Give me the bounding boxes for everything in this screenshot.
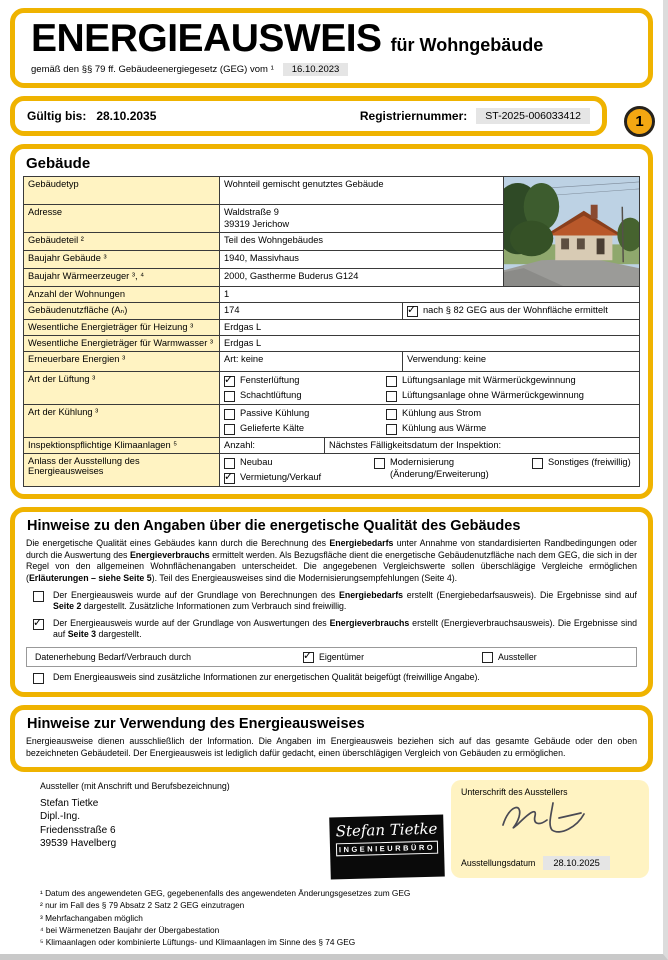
lueftungsanlage-mit-wrg-label: Lüftungsanlage mit Wärmerückgewinnung	[402, 375, 576, 386]
bedarfsausweis-text: Der Energieausweis wurde auf der Grundlage von Berechnungen des Energiebedarfs erstellt (Energiebedarfsausweis). Die Ergebnisse sind auf Seite 2 dargestellt. Zusätzliche Informationen zum Verbrauch sind freiwillig.	[53, 589, 637, 612]
kuehlung-aus-waerme-checkbox[interactable]	[386, 424, 397, 435]
anlass-options	[224, 456, 635, 484]
row-klimaanlagen	[24, 438, 640, 454]
klimaanlagen-label: Inspektionspflichtige Klimaanlagen ⁵	[24, 438, 220, 454]
footnote-1: ¹ Datum des angewendeten GEG, gegebenenfalls des angewendeten Änderungsgesetzes zum GEG	[40, 888, 411, 899]
hinweise-qualitaet-section	[10, 507, 653, 697]
anlass-options-cell	[220, 454, 640, 487]
hinweise-qualitaet-intro: Die energetische Qualität eines Gebäudes kann durch die Berechnung des Energiebedarfs unter Annahme von standardisierten Randbedingungen oder durch die Auswertung des Energieverbrauchs ermittelt werden. Als Bezugsfläche dient die energetische Gebäudenutzfläche nach dem GEG, die sich in der Regel von den allgemeinen Wohnflächenangaben unterscheidet. Die angegebenen Vergleichswerte sollen überschlägige Vergleiche ermöglichen (Erläuterungen – siehe Seite 5). Teil des Energieausweises sind die Modernisierungsempfehlungen (Seite 4).	[26, 538, 637, 583]
heizung-value: Erdgas L	[220, 320, 640, 336]
passive-kuehlung-checkbox[interactable]	[224, 409, 235, 420]
klimaanlagen-faelligkeit-label: Nächstes Fälligkeitsdatum der Inspektion:	[325, 438, 640, 454]
modernisierung-sublabel: (Änderung/Erweiterung)	[390, 468, 489, 479]
sonstiges-option[interactable]	[532, 457, 635, 469]
law-reference-text: gemäß den §§ 79 ff. Gebäudeenergiegesetz (GEG) vom ¹	[31, 63, 274, 75]
row-anzahl-wohnungen	[24, 287, 640, 303]
verbrauchsausweis-item	[26, 618, 637, 641]
lueftung-label: Art der Lüftung ³	[24, 372, 220, 405]
datenerhebung-row	[26, 647, 637, 667]
erneuerbare-art: Art: keine	[220, 352, 403, 372]
gebaeude-section	[10, 144, 653, 499]
lueftungsanlage-ohne-wrg-checkbox[interactable]	[386, 391, 397, 402]
hinweise-verwendung-text: Energieausweise dienen ausschließlich der Information. Die Angaben im Energieausweis beziehen sich auf das gesamte Gebäude oder den oben bezeichneten Gebäudeteil. Der Energieausweis ist lediglich dafür gedacht, einen überschlägigen Vergleich von Gebäuden zu ermöglichen.	[26, 736, 637, 758]
footnote-5: ⁵ Klimaanlagen oder kombinierte Lüftungs- und Klimaanlagen im Sinne des § 74 GEG	[40, 937, 356, 948]
signature-image	[491, 797, 609, 837]
page-number-badge: 1	[624, 106, 655, 137]
document-subtitle: für Wohngebäude	[390, 35, 544, 55]
modernisierung-label: Modernisierung	[390, 457, 455, 468]
aussteller-label: Aussteller (mit Anschrift und Berufsbezeichnung)	[40, 781, 230, 792]
registry-label: Registriernummer:	[359, 108, 468, 123]
zusatzinfo-item	[26, 672, 637, 684]
vermietung-verkauf-checkbox[interactable]	[224, 473, 235, 484]
signature-label: Unterschrift des Ausstellers	[461, 787, 568, 798]
valid-until-label: Gültig bis:	[27, 108, 87, 123]
lueftungsanlage-mit-wrg-option[interactable]	[386, 375, 635, 387]
klimaanlagen-anzahl-label: Anzahl:	[220, 438, 325, 454]
vermietung-verkauf-label: Vermietung/Verkauf	[240, 472, 322, 483]
law-row	[31, 63, 632, 76]
neubau-option[interactable]	[224, 457, 374, 469]
kuehlung-label: Art der Kühlung ³	[24, 405, 220, 438]
adresse-line1: Waldstraße 9	[224, 206, 279, 217]
row-erneuerbare	[24, 352, 640, 372]
anlass-label: Anlass der Ausstellung des Energieausweises	[24, 454, 220, 487]
anzahl-wohnungen-value: 1	[220, 287, 640, 303]
neubau-label: Neubau	[240, 457, 273, 468]
aussteller-block	[40, 780, 330, 878]
fensterlueftung-label: Fensterlüftung	[240, 375, 300, 386]
fensterlueftung-option[interactable]	[224, 375, 386, 387]
header-section	[10, 8, 653, 88]
footer	[40, 780, 649, 878]
row-heizung	[24, 320, 640, 336]
hinweise-qualitaet-title: Hinweise zu den Angaben über die energetische Qualität des Gebäudes	[27, 518, 521, 535]
schachtlueftung-checkbox[interactable]	[224, 391, 235, 402]
datenerhebung-label: Datenerhebung Bedarf/Verbrauch durch	[35, 652, 192, 663]
kuehlung-options-cell	[220, 405, 640, 438]
row-kuehlung	[24, 405, 640, 438]
anlass-column-1	[224, 457, 374, 484]
issue-date-label: Ausstellungsdatum	[461, 858, 536, 869]
adresse-line2: 39319 Jerichow	[224, 218, 290, 229]
baujahr-gebaeude-label: Baujahr Gebäude ³	[24, 251, 220, 269]
gelieferte-kaelte-label: Gelieferte Kälte	[240, 423, 305, 434]
warmwasser-label: Wesentliche Energieträger für Warmwasser ³	[24, 336, 220, 352]
aussteller-ort: 39539 Havelberg	[40, 838, 117, 850]
gebaeude-table	[23, 176, 640, 487]
nutzflaeche-value: 174	[220, 303, 403, 320]
lueftung-options	[224, 374, 635, 402]
nutzflaeche-method-option[interactable]	[407, 305, 635, 317]
eigentuemer-checkbox[interactable]	[303, 652, 314, 663]
kuehlung-aus-waerme-label: Kühlung aus Wärme	[402, 423, 487, 434]
footnotes	[40, 887, 649, 948]
adresse-value	[220, 205, 504, 233]
sonstiges-label: Sonstiges (freiwillig)	[548, 457, 631, 468]
eigentuemer-label: Eigentümer	[319, 652, 365, 663]
gebaeudetyp-label: Gebäudetyp	[24, 177, 220, 205]
building-photo	[503, 177, 640, 287]
aussteller-option-label: Aussteller	[498, 652, 537, 663]
gebaeudeteil-label: Gebäudeteil ²	[24, 233, 220, 251]
anlass-column-3	[532, 457, 635, 484]
gelieferte-kaelte-option[interactable]	[224, 423, 386, 435]
schachtlueftung-label: Schachtlüftung	[240, 390, 302, 401]
schachtlueftung-option[interactable]	[224, 390, 386, 402]
gelieferte-kaelte-checkbox[interactable]	[224, 424, 235, 435]
kuehlung-aus-strom-label: Kühlung aus Strom	[402, 408, 482, 419]
gebaeude-section-title: Gebäude	[26, 154, 91, 172]
gebaeudeteil-value: Teil des Wohngebäudes	[220, 233, 504, 251]
adresse-label: Adresse	[24, 205, 220, 233]
anlass-column-2	[374, 457, 532, 484]
registry-number: ST-2025-006033412	[476, 108, 590, 124]
stamp-sublabel: INGENIEURBÜRO	[336, 841, 438, 857]
lueftungsanlage-ohne-wrg-label: Lüftungsanlage ohne Wärmerückgewinnung	[402, 390, 584, 401]
issue-date-value: 28.10.2025	[543, 856, 610, 870]
footnote-2: ² nur im Fall des § 79 Absatz 2 Satz 2 GEG einzutragen	[40, 900, 245, 911]
kuehlung-options	[224, 407, 635, 435]
nutzflaeche-method-checkbox[interactable]	[407, 306, 418, 317]
nutzflaeche-method-label: nach § 82 GEG aus der Wohnfläche ermittelt	[423, 305, 608, 316]
row-lueftung	[24, 372, 640, 405]
kuehlung-aus-waerme-option[interactable]	[386, 423, 635, 435]
zusatzinfo-text: Dem Energieausweis sind zusätzliche Informationen zur energetischen Qualität beigefügt (freiwillige Angabe).	[53, 672, 480, 683]
aussteller-name: Stefan Tietke	[40, 797, 99, 809]
sonstiges-checkbox[interactable]	[532, 458, 543, 469]
lueftungsanlage-ohne-wrg-option[interactable]	[386, 390, 635, 402]
modernisierung-checkbox[interactable]	[374, 458, 385, 469]
row-nutzflaeche	[24, 303, 640, 320]
bedarfsausweis-item	[26, 590, 637, 613]
neubau-checkbox[interactable]	[224, 458, 235, 469]
zusatzinfo-checkbox[interactable]	[33, 673, 44, 684]
aussteller-beruf: Dipl.-Ing.	[40, 811, 81, 823]
verbrauchsausweis-text: Der Energieausweis wurde auf der Grundlage von Auswertungen des Energieverbrauchs erstellt (Energieverbrauchsausweis). Die Ergebnisse sind auf Seite 3 dargestellt.	[53, 617, 637, 640]
lueftungsanlage-mit-wrg-checkbox[interactable]	[386, 376, 397, 387]
verbrauchsausweis-checkbox[interactable]	[33, 619, 44, 630]
baujahr-waermeerzeuger-label: Baujahr Wärmeerzeuger ³, ⁴	[24, 269, 220, 287]
warmwasser-value: Erdgas L	[220, 336, 640, 352]
nutzflaeche-method-cell	[403, 303, 640, 320]
building-photo-image	[504, 177, 639, 286]
aussteller-checkbox[interactable]	[482, 652, 493, 663]
modernisierung-labels	[390, 457, 489, 480]
heizung-label: Wesentliche Energieträger für Heizung ³	[24, 320, 220, 336]
fensterlueftung-checkbox[interactable]	[224, 376, 235, 387]
passive-kuehlung-label: Passive Kühlung	[240, 408, 310, 419]
row-anlass	[24, 454, 640, 487]
aussteller-strasse: Friedensstraße 6	[40, 824, 116, 836]
erneuerbare-verwendung: Verwendung: keine	[403, 352, 640, 372]
footnote-4: ⁴ bei Wärmenetzen Baujahr der Übergabestation	[40, 924, 220, 935]
aussteller-option[interactable]	[482, 651, 537, 663]
bedarfsausweis-checkbox[interactable]	[33, 591, 44, 602]
passive-kuehlung-option[interactable]	[224, 408, 386, 420]
baujahr-waermeerzeuger-value: 2000, Gastherme Buderus G124	[220, 269, 504, 287]
signature-panel	[451, 780, 649, 878]
erneuerbare-label: Erneuerbare Energien ³	[24, 352, 220, 372]
document-title: ENERGIEAUSWEIS	[31, 17, 382, 60]
baujahr-gebaeude-value: 1940, Massivhaus	[220, 251, 504, 269]
issue-date-row	[461, 856, 639, 870]
eigentuemer-option[interactable]	[303, 651, 364, 663]
modernisierung-option[interactable]	[374, 457, 532, 480]
vermietung-verkauf-option[interactable]	[224, 472, 374, 484]
row-warmwasser	[24, 336, 640, 352]
title-row	[31, 19, 632, 60]
hinweise-verwendung-title: Hinweise zur Verwendung des Energieausweises	[27, 716, 365, 733]
lueftung-options-cell	[220, 372, 640, 405]
law-date-value: 16.10.2023	[283, 63, 349, 76]
nutzflaeche-label: Gebäudenutzfläche (Aₙ)	[24, 303, 220, 320]
hinweise-verwendung-section	[10, 705, 653, 772]
validity-bar	[10, 96, 607, 136]
office-stamp	[329, 815, 445, 880]
valid-until-date: 28.10.2035	[96, 108, 157, 123]
anzahl-wohnungen-label: Anzahl der Wohnungen	[24, 287, 220, 303]
gebaeudetyp-value: Wohnteil gemischt genutztes Gebäude	[220, 177, 504, 205]
kuehlung-aus-strom-option[interactable]	[386, 408, 635, 420]
kuehlung-aus-strom-checkbox[interactable]	[386, 409, 397, 420]
stamp-name: Stefan Tietke	[335, 819, 438, 841]
footnote-3: ³ Mehrfachangaben möglich	[40, 912, 143, 923]
